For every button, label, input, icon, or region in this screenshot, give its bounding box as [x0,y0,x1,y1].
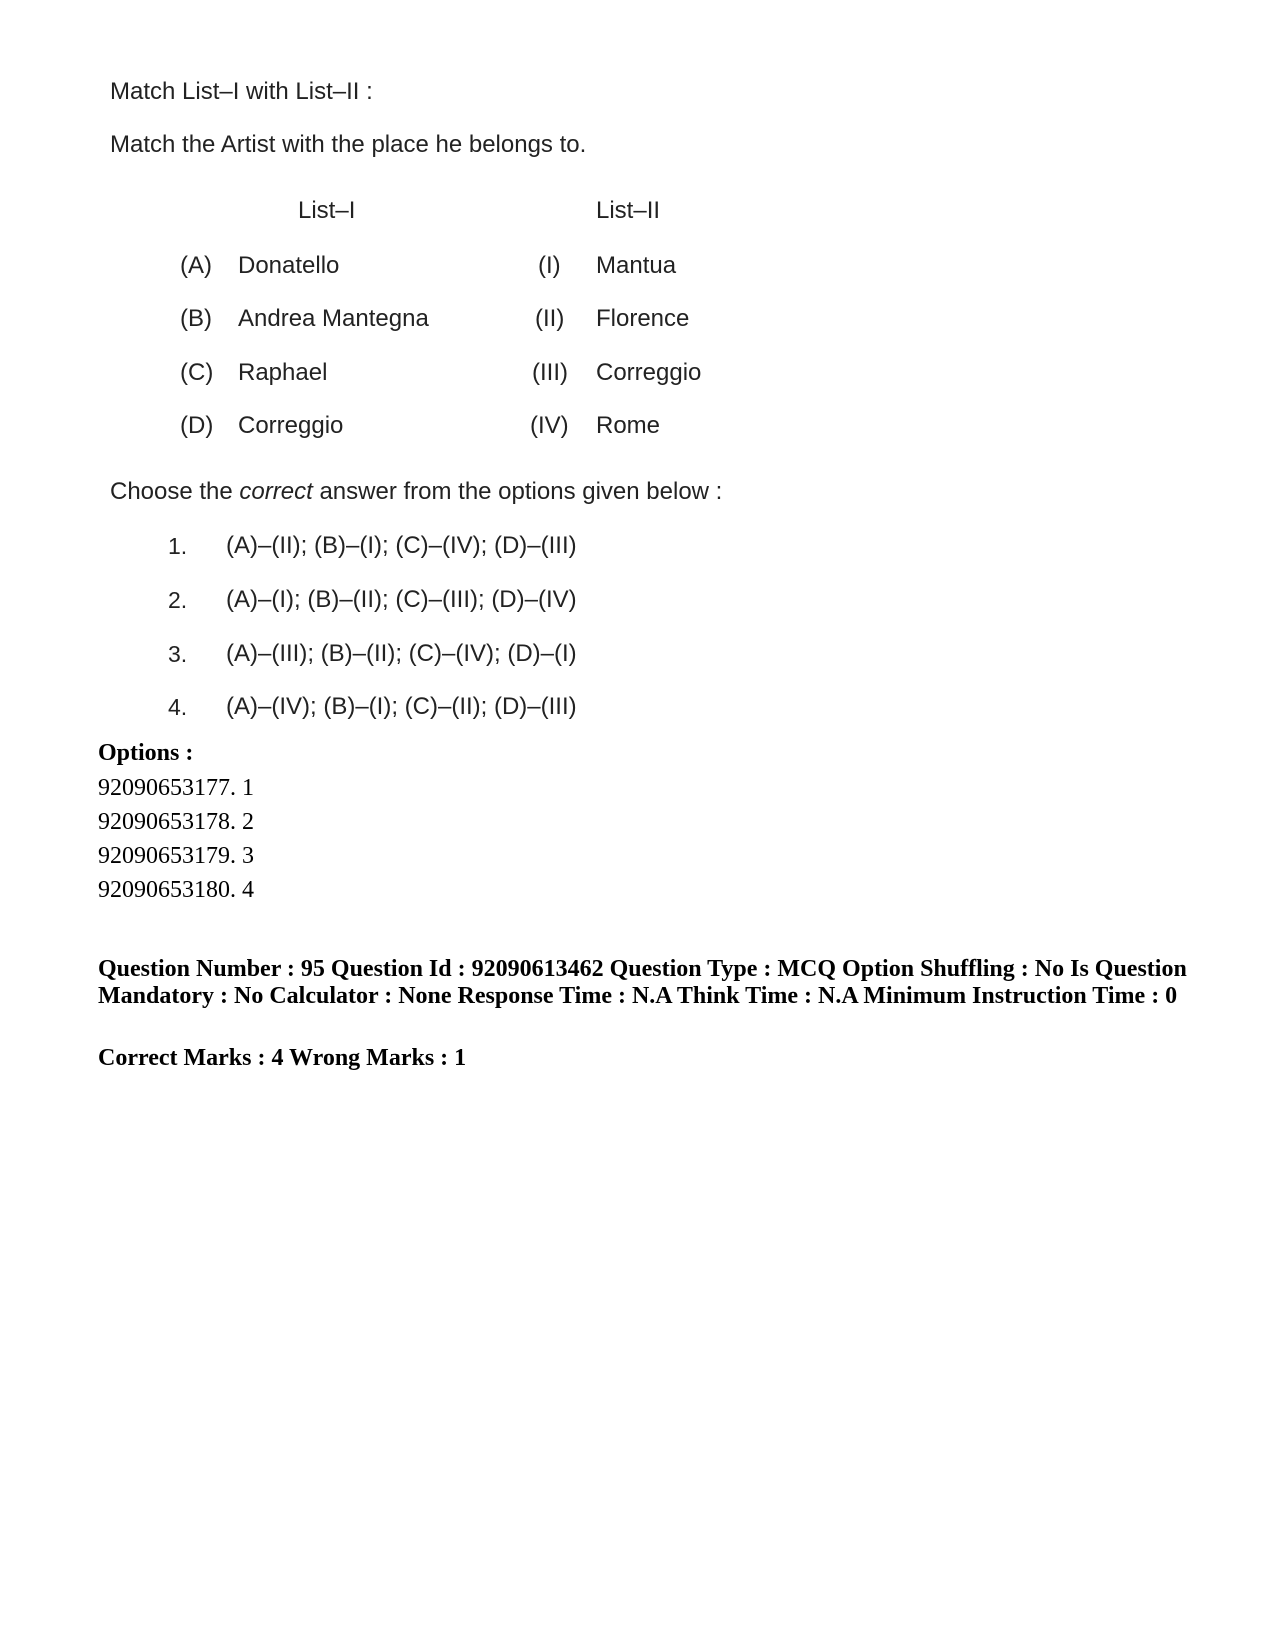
question-marks: Correct Marks : 4 Wrong Marks : 1 [98,1045,467,1071]
list2-tag: (II) [535,305,565,332]
list2-tag: (III) [532,359,568,386]
list2-tag: (IV) [530,412,569,439]
option-item: 92090653179. 3 [98,843,254,869]
list1-tag: (D) [180,412,214,439]
list2-header: List–II [596,197,661,224]
list2-item: Correggio [596,359,702,386]
choose-suffix: answer from the options given below : [312,478,723,505]
list1-tag: (C) [180,359,214,386]
list1-item: Andrea Mantegna [238,305,429,332]
list1-item: Raphael [238,359,328,386]
answer-text: (A)–(I); (B)–(II); (C)–(III); (D)–(IV) [226,586,577,613]
question-meta: Question Number : 95 Question Id : 92090613462 Question Type : MCQ Option Shuffling : No Is Question Mandatory : No Calculator : None Response Time : N.A Think Time : N.A Minimum Instruction Time : 0 [98,956,1187,1009]
list1-item: Correggio [238,412,344,439]
answer-text: (A)–(IV); (B)–(I); (C)–(II); (D)–(III) [226,693,577,720]
list2-item: Rome [596,412,661,439]
answer-text: (A)–(III); (B)–(II); (C)–(IV); (D)–(I) [226,640,577,667]
answer-number: 3. [168,641,188,667]
list2-item: Florence [596,305,690,332]
option-item: 92090653180. 4 [98,877,254,903]
list2-tag: (I) [538,252,561,279]
answer-number: 4. [168,694,188,720]
choose-instruction [110,478,722,506]
answer-text: (A)–(II); (B)–(I); (C)–(IV); (D)–(III) [226,532,577,559]
option-item: 92090653178. 2 [98,809,254,835]
options-title: Options : [98,740,194,766]
list1-item: Donatello [238,252,340,279]
answer-number: 1. [168,533,188,559]
choose-prefix: Choose the [110,478,240,505]
choose-emphasis: correct [239,478,313,505]
list1-tag: (B) [180,305,212,332]
question-heading: Match List–I with List–II : [110,78,373,105]
list1-tag: (A) [180,252,212,279]
list1-header: List–I [298,197,356,224]
question-subheading: Match the Artist with the place he belongs to. [110,131,587,158]
answer-number: 2. [168,587,188,613]
list2-item: Mantua [596,252,677,279]
option-item: 92090653177. 1 [98,775,254,801]
